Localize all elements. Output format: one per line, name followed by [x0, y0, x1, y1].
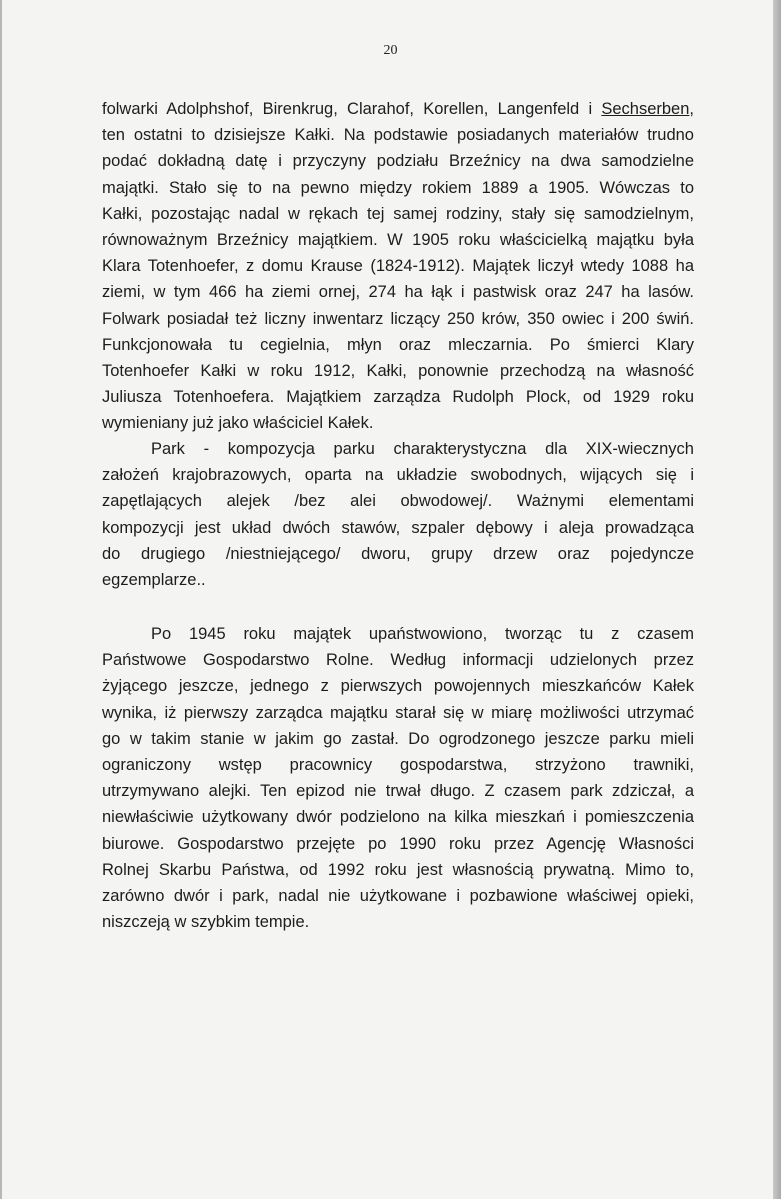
text-line: ten ostatni to dzisiejsze Kałki. Na podstawie posiadanych materiałów trudno [102, 126, 694, 145]
text-span: folwarki Adolphshof, Birenkrug, Clarahof, Korellen, Langenfeld i [102, 100, 602, 118]
text-line: wymieniany już jako właściciel Kałek. [102, 414, 374, 433]
page-edge [773, 0, 781, 1199]
text-line: Klara Totenhoefer, z domu Krause (1824-1912). Majątek liczył wtedy 1088 ha [102, 257, 694, 276]
text-line: majątki. Stało się to na pewno między rokiem 1889 a 1905. Wówczas to [102, 178, 694, 197]
text-line: kompozycji jest układ dwóch stawów, szpaler dębowy i aleja prowadząca [102, 518, 694, 537]
text-line: równoważnym Brzeźnicy majątkiem. W 1905 roku właścicielką majątku była [102, 230, 694, 249]
paragraph-history [102, 96, 694, 436]
text-span: , [689, 100, 694, 118]
text-line [102, 96, 694, 122]
text-line: egzemplarze.. [102, 570, 206, 589]
paragraph-postwar [102, 621, 694, 935]
text-line: wynika, iż pierwszy zarządca majątku starał się w miarę możliwości utrzymać [102, 703, 694, 722]
text-line: zapętlających alejek /bez alei obwodowej/. Ważnymi elementami [102, 492, 694, 511]
text-line: Rolnej Skarbu Państwa, od 1992 roku jest własnością prywatną. Mimo to, [102, 860, 694, 879]
text-line: Folwark posiadał też liczny inwentarz liczący 250 krów, 350 owiec i 200 świń. [102, 309, 694, 328]
text-line: Po 1945 roku majątek upaństwowiono, tworząc tu z czasem [151, 625, 694, 643]
text-line: Funkcjonowała tu cegielnia, młyn oraz mleczarnia. Po śmierci Klary [102, 335, 694, 354]
page-number: 20 [383, 43, 398, 58]
text-line: Kałki, pozostając nadal w rękach tej samej rodziny, stały się samodzielnym, [102, 204, 694, 223]
text-line: zarówno dwór i park, nadal nie użytkowane i pozbawione właściwej opieki, [102, 886, 694, 905]
text-line: niszczeją w szybkim tempie. [102, 913, 310, 932]
text-line: założeń krajobrazowych, oparta na układzie swobodnych, wijących się i [102, 466, 694, 485]
text-line: niewłaściwie użytkowany dwór podzielono na kilka mieszkań i pomieszczenia [102, 808, 694, 827]
text-line: utrzymywano alejki. Ten epizod nie trwał długo. Z czasem park zdziczał, a [102, 782, 694, 801]
text-line: go w takim stanie w jakim go zastał. Do ogrodzonego jeszcze parku mieli [102, 729, 694, 748]
text-line: ograniczony wstęp pracownicy gospodarstwa, strzyżono trawniki, [102, 755, 694, 774]
text-line: Juliusza Totenhoefera. Majątkiem zarządza Rudolph Plock, od 1929 roku [102, 388, 694, 407]
underlined-word: Sechserben [601, 100, 690, 118]
text-line: ziemi, w tym 466 ha ziemi ornej, 274 ha łąk i pastwisk oraz 247 ha lasów. [102, 283, 694, 302]
text-line: Totenhoefer Kałki w roku 1912, Kałki, ponownie przechodzą na własność [102, 361, 694, 380]
paragraph-park [102, 436, 694, 593]
text-line: Park - kompozycja parku charakterystyczna dla XIX-wiecznych [151, 440, 694, 458]
text-line: podać dokładną datę i przyczyny podziału Brzeźnicy na dwa samodzielne [102, 152, 694, 171]
text-line: biurowe. Gospodarstwo przejęte po 1990 roku przez Agencję Własności [102, 834, 694, 853]
text-line: do drugiego /niestniejącego/ dworu, grupy drzew oraz pojedyncze [102, 544, 694, 563]
text-line: żyjącego jeszcze, jednego z pierwszych powojennych mieszkańców Kałek [102, 677, 694, 696]
text-line: Państwowe Gospodarstwo Rolne. Według informacji udzielonych przez [102, 651, 694, 670]
